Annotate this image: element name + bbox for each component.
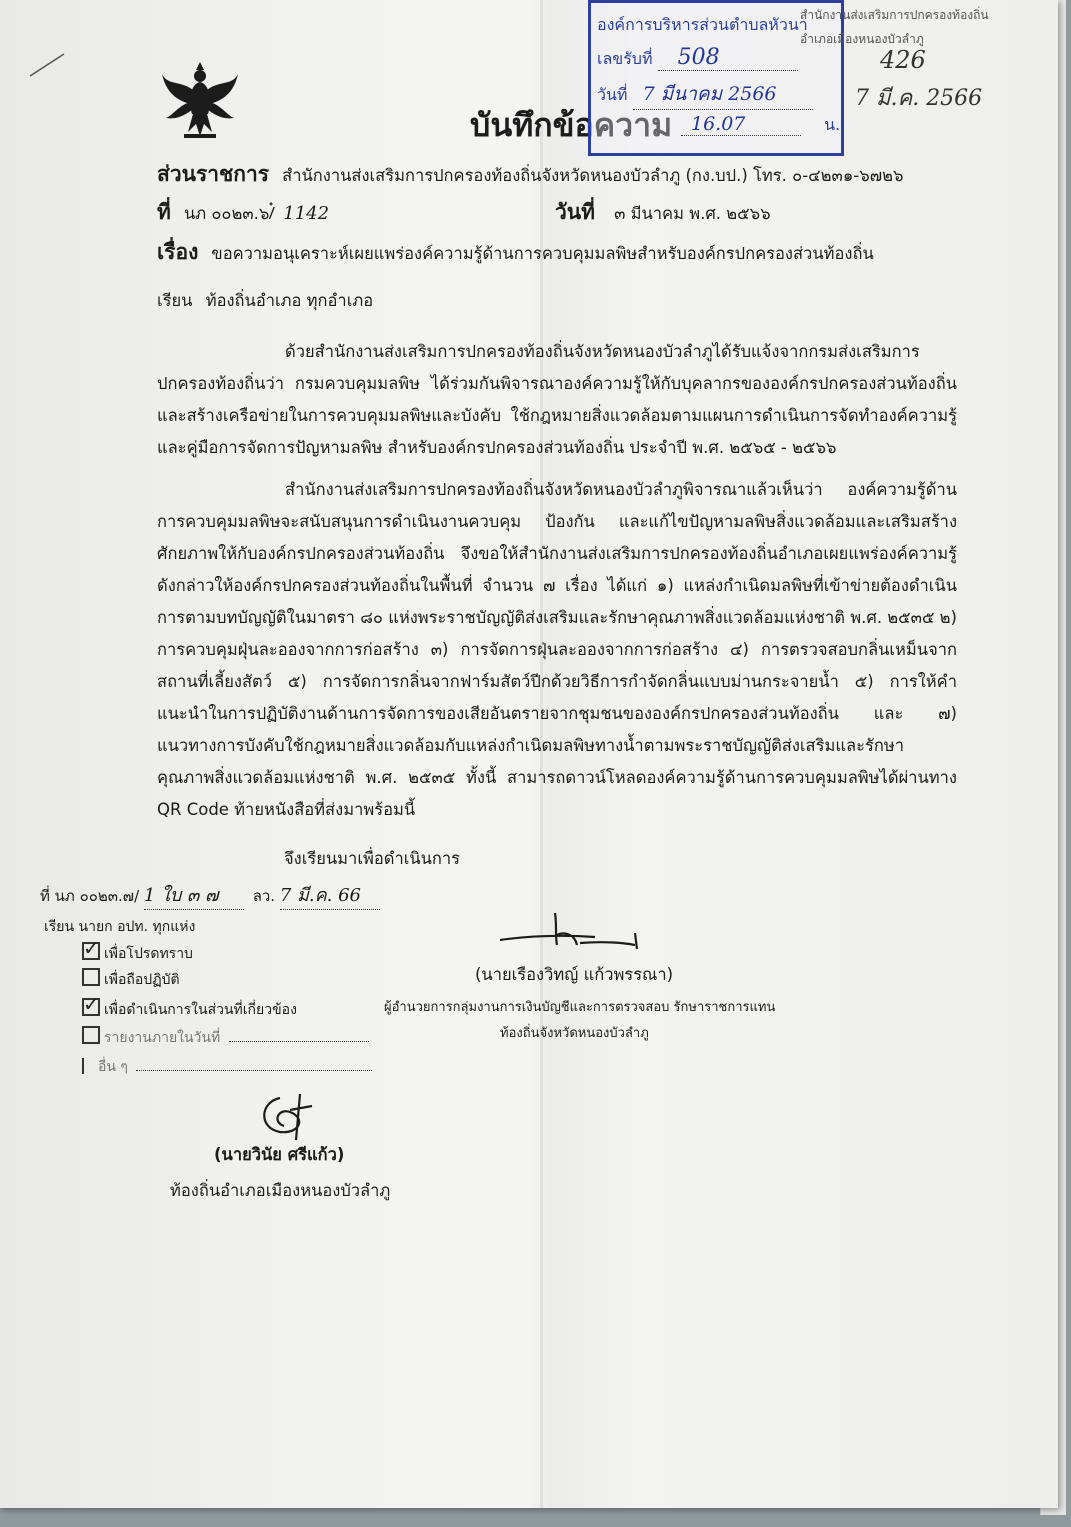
body-p2: สำนักงานส่งเสริมการปกครองท้องถิ่นจังหวัดหนองบัวลำภูพิจารณาแล้วเห็นว่า องค์ความรู้ด้านการควบคุมมลพิษจะสนับสนุนการดำเนินงานควบคุม ป้องกัน และแก้ไขปัญหามลพิษสิ่งแวดล้อมและเสริมสร้างศักยภาพให้กับองค์กรปกครองส่วนท้องถิ่น จึงขอให้สำนักงานส่งเสริมการปกครองท้องถิ่นอำเภอเผยแพร่องค์ความรู้ดังกล่าวให้องค์กรปกครองส่วนท้องถิ่นในพื้นที่ จำนวน ๗ เรื่อง ได้แก่ ๑) แหล่งกำเนิดมลพิษที่เข้าข่ายต้องดำเนินการตามบทบัญญัติในมาตรา ๘๐ แห่งพระราชบัญญัติส่งเสริมและรักษาคุณภาพสิ่งแวดล้อมแห่งชาติ พ.ศ. ๒๕๓๕ ๒) การควบคุมฝุ่นละอองจากการก่อสร้าง ๓) การจัดการฝุ่นละอองจากการก่อสร้าง ๔) การตรวจสอบกลิ่นเหม็นจากสถานที่เลี้ยงสัตว์ ๕) การจัดการกลิ่นจากฟาร์มสัตว์ปีกด้วยวิธีการกำจัดกลิ่นแบบม่านกระจายน้ำ ๕) การให้คำแนะนำในการปฏิบัติงานด้านการจัดการของเสียอันตรายจากชุมชนขององค์กรปกครองส่วนท้องถิ่น และ ๗) แนวทางการบังคับใช้กฎหมายสิ่งแวดล้อมกับแหล่งกำเนิดมลพิษทางน้ำตามพระราชบัญญัติส่งเสริมและรักษาคุณภาพสิ่งแวดล้อมแห่งชาติ พ.ศ. ๒๕๓๕ ทั้งนี้ สามารถดาวน์โหลดองค์ความรู้ด้านการควบคุมมลพิษได้ผ่านทาง QR Code ท้ายหนังสือที่ส่งมาพร้อมนี้ (157, 480, 957, 819)
signature-1 (495, 905, 665, 955)
endorse-to: เรียน นายก อปท. ทุกแห่ง (44, 919, 196, 935)
ref-hand: 1142 (283, 203, 330, 224)
endorse-option-2-label: เพื่อถือปฏิบัติ (104, 972, 180, 988)
memo-title: บันทึกข้อความ (470, 106, 673, 144)
endorse-date-label: ลว. (252, 887, 276, 905)
endorse-ref-line (40, 880, 380, 910)
stamp-date-label: วันที่ (597, 85, 628, 104)
right-stamp-recv-no: 426 (880, 46, 926, 74)
signer2-position: ท้องถิ่นอำเภอเมืองหนองบัวลำภู (170, 1181, 391, 1200)
body-paragraph-2 (157, 474, 957, 826)
checkbox-unchecked (82, 968, 100, 986)
subject-value: ขอความอนุเคราะห์เผยแพร่องค์ความรู้ด้านการควบคุมมลพิษสำหรับองค์กรปกครองส่วนท้องถิ่น (211, 244, 874, 263)
stamp-date-value: 7 มีนาคม 2566 (633, 79, 813, 110)
body-paragraph-1 (157, 336, 957, 464)
right-stamp-date: 7 มี.ค. 2566 (855, 86, 983, 111)
garuda-emblem-icon (160, 62, 240, 142)
closing-line: จึงเรียนมาเพื่อดำเนินการ (284, 849, 461, 868)
dept-label: ส่วนราชการ (157, 162, 270, 186)
right-stamp-line2: อำเภอเมืองหนองบัวลำภู (800, 32, 924, 46)
endorse-option-5 (82, 1056, 372, 1078)
stamp-recv-label: เลขรับที่ (597, 49, 653, 68)
ref-label: ที่ (157, 200, 171, 224)
stamp-org: องค์การบริหารส่วนตำบลหัวนา (597, 15, 808, 34)
signer2-name: (นายวินัย ศรีแก้ว) (214, 1145, 345, 1164)
endorse-date-hand: 7 มี.ค. 66 (280, 880, 380, 910)
signer1-position1: ผู้อำนวยการกลุ่มงานการเงินบัญชีและการตรวจสอบ รักษาราชการแทน (384, 1000, 776, 1015)
date-label: วันที่ (555, 200, 595, 224)
stamp-time-unit: น. (824, 115, 841, 134)
endorse-option-3-label: เพื่อดำเนินการในส่วนที่เกี่ยวข้อง (104, 1002, 297, 1018)
body-p1: ด้วยสำนักงานส่งเสริมการปกครองท้องถิ่นจังหวัดหนองบัวลำภูได้รับแจ้งจากกรมส่งเสริมการปกครองท้องถิ่นว่า กรมควบคุมมลพิษ ได้ร่วมกันพิจารณาองค์ความรู้ให้กับบุคลากรขององค์กรปกครองส่วนท้องถิ่นและสร้างเครือข่ายในการควบคุมมลพิษและบังคับ ใช้กฎหมายสิ่งแวดล้อมตามแผนการดำเนินการจัดทำองค์ความรู้และคู่มือการจัดการปัญหามลพิษ สำหรับองค์กรปกครองส่วนท้องถิ่น ประจำปี พ.ศ. ๒๕๖๕ - ๒๕๖๖ (157, 342, 957, 457)
ref-value: นภ ๐๐๒๓.๖/๋ (183, 204, 275, 223)
stamp-recv-no: 508 (658, 45, 798, 71)
stamp-time-value: 16.07 (681, 113, 801, 136)
signer1-position2: ท้องถิ่นจังหวัดหนองบัวลำภู (500, 1026, 649, 1041)
endorse-ref-hand: 1 ใบ ๓ ๗ (144, 880, 244, 910)
endorse-option-1-label: เพื่อโปรดทราบ (104, 946, 193, 962)
checkbox-unchecked (82, 1026, 100, 1044)
pen-mark (28, 50, 68, 80)
endorse-option-5-label: อื่น ๆ (98, 1059, 128, 1075)
right-stamp-line1: สำนักงานส่งเสริมการปกครองท้องถิ่น (800, 8, 989, 22)
to-value: ท้องถิ่นอำเภอ ทุกอำเภอ (205, 291, 374, 310)
subject-label: เรื่อง (157, 240, 199, 264)
signature-2 (250, 1088, 330, 1148)
checkbox-checked (82, 998, 100, 1016)
signer1-name: (นายเรืองวิทญ์ แก้วพรรณา) (475, 965, 674, 984)
endorse-option-4 (82, 1026, 369, 1049)
dept-value: สำนักงานส่งเสริมการปกครองท้องถิ่นจังหวัดหนองบัวลำภู (กง.บป.) โทร. ๐-๔๒๓๑-๖๗๒๖ (282, 166, 904, 185)
endorse-option-3 (82, 998, 297, 1021)
to-label: เรียน (157, 291, 193, 310)
endorse-option-4-label: รายงานภายในวันที่ (104, 1030, 221, 1046)
endorse-ref: ที่ นภ ๐๐๒๓.๗/ (40, 887, 140, 905)
endorse-option-1 (82, 942, 193, 965)
checkbox-checked (82, 942, 100, 960)
endorse-option-2 (82, 968, 180, 991)
date-value: ๓ มีนาคม พ.ศ. ๒๕๖๖ (614, 204, 771, 223)
